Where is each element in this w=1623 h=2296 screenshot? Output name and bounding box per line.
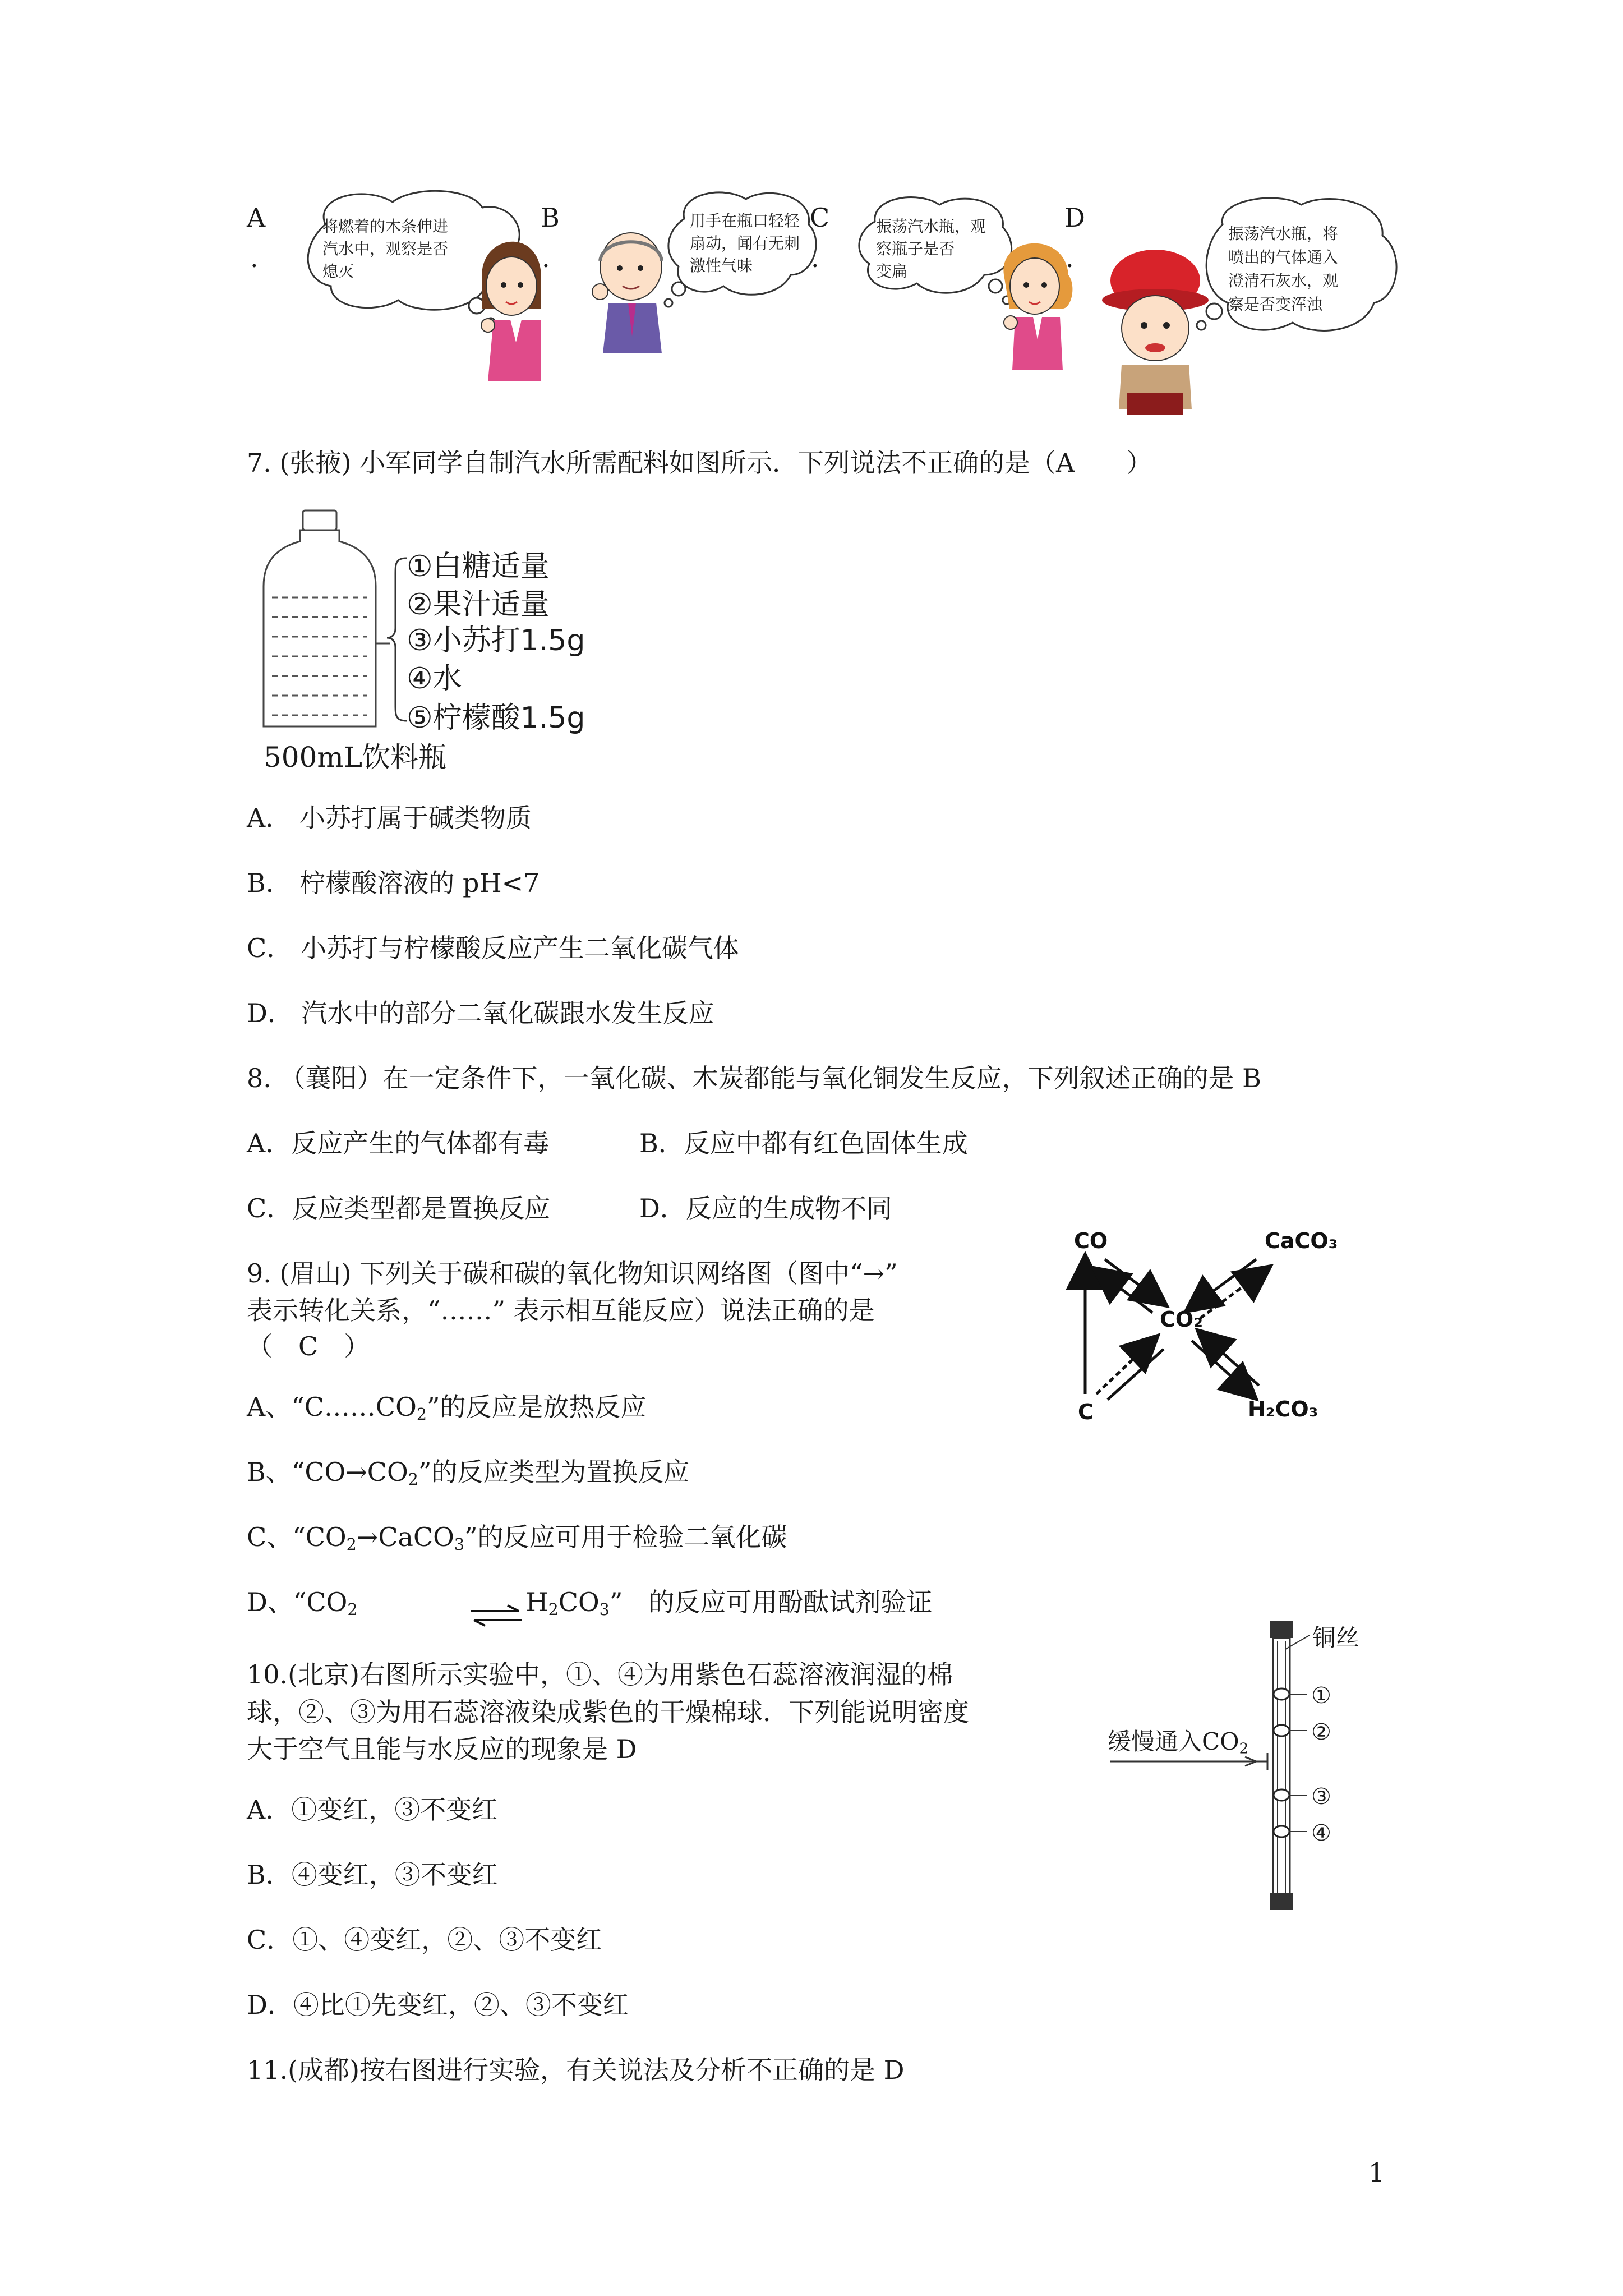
q10-option-b: B．④变红，③不变红	[247, 1860, 498, 1890]
ball-label-4: ④	[1311, 1820, 1331, 1846]
diagram-node-h2co3: H₂CO₃	[1248, 1397, 1318, 1421]
q10-stem-line3: 大于空气且能与水反应的现象是 D	[247, 1734, 637, 1764]
q9-stem-line1: 9. (眉山) 下列关于碳和碳的氧化物知识网络图（图中“→”	[247, 1258, 898, 1289]
q6-option-d-dot: .	[1066, 243, 1074, 273]
q6-d-cloud-line4: 察是否变浑浊	[1228, 295, 1323, 314]
diagram-node-caco3: CaCO₃	[1265, 1228, 1338, 1253]
diagram-node-co: CO	[1074, 1228, 1108, 1253]
diagram-node-co2: CO₂	[1160, 1307, 1203, 1332]
co2-inlet-label: 缓慢通入$CO_2$	[1108, 1728, 1249, 1757]
old-man-figure-icon	[578, 224, 673, 353]
q6-b-cloud-line1: 用手在瓶口轻轻	[690, 211, 800, 230]
ingredient-item: ③小苏打1.5g	[407, 624, 585, 657]
q8-option-a: A．反应产生的气体都有毒	[247, 1128, 550, 1158]
q10-stem-line1: 10.(北京)右图所示实验中，①、④为用紫色石蕊溶液润湿的棉	[247, 1659, 953, 1690]
q8-stem: 8. （襄阳）在一定条件下，一氧化碳、木炭都能与氧化铜发生反应，下列叙述正确的是 B	[247, 1063, 1261, 1093]
q10-stem-line2: 球，②、③为用石蕊溶液染成紫色的干燥棉球．下列能说明密度	[247, 1697, 969, 1727]
q7-option-b: B． 柠檬酸溶液的 pH<7	[247, 868, 540, 898]
ingredient-item: ⑤柠檬酸1.5g	[407, 701, 585, 735]
ball-label-1: ①	[1311, 1683, 1331, 1709]
q11-stem: 11.(成都)按右图进行实验，有关说法及分析不正确的是 D	[247, 2055, 905, 2085]
copper-wire-label: 铜丝	[1312, 1624, 1360, 1651]
q6-option-b-letter: B	[541, 203, 560, 233]
q9-option-d: D、“$CO_2$ $H_2CO_3$” 的反应可用酚酞试剂验证	[247, 1587, 933, 1619]
q8-option-c: C．反应类型都是置换反应	[247, 1193, 551, 1223]
ball-label-2: ②	[1311, 1719, 1331, 1745]
q9-option-a: A、“$C\dots\dots CO_2$”的反应是放热反应	[247, 1392, 647, 1424]
page-number: 1	[1368, 2157, 1385, 2188]
ingredient-item: ①白糖适量	[407, 550, 550, 583]
diagram-node-c: C	[1078, 1400, 1094, 1424]
q7-option-c: C． 小苏打与柠檬酸反应产生二氧化碳气体	[247, 933, 739, 963]
bottle-label: 500mL饮料瓶	[264, 741, 447, 774]
q6-option-c-letter: C	[810, 203, 830, 233]
q6-option-a-letter: A	[247, 203, 266, 233]
q10-option-d: D．④比①先变红，②、③不变红	[247, 1990, 629, 2020]
ingredient-item: ④水	[407, 662, 462, 696]
q9-stem-line2: 表示转化关系，“……” 表示相互能反应）说法正确的是	[247, 1295, 875, 1326]
q6-c-cloud-line3: 变扁	[876, 262, 908, 280]
q7-option-d: D． 汽水中的部分二氧化碳跟水发生反应	[247, 998, 714, 1028]
girl-ponytail-figure-icon	[993, 224, 1077, 370]
q8-option-b: B．反应中都有红色固体生成	[639, 1128, 968, 1158]
q6-d-cloud-line2: 喷出的气体通入	[1228, 248, 1339, 266]
q7-option-a: A． 小苏打属于碱类物质	[247, 803, 532, 833]
q9-option-b: B、“$CO\to CO_2$”的反应类型为置换反应	[247, 1457, 690, 1489]
q6-a-cloud-line3: 熄灭	[322, 262, 354, 280]
q6-d-cloud-line1: 振荡汽水瓶，将	[1228, 224, 1339, 243]
q6-b-cloud-line2: 扇动，闻有无刺	[690, 234, 800, 252]
q6-c-cloud-line1: 振荡汽水瓶，观	[876, 217, 986, 236]
glass-tube-icon	[1099, 1610, 1380, 1924]
q6-d-cloud-line3: 澄清石灰水，观	[1228, 272, 1339, 290]
equilibrium-arrow-icon	[468, 1604, 524, 1627]
q9-stem-line3: （ C ）	[247, 1331, 370, 1361]
bottle-icon	[247, 508, 393, 738]
q10-option-a: A．①变红，③不变红	[247, 1795, 498, 1825]
q6-option-b-dot: .	[542, 243, 550, 273]
q9-option-c: C、“$CO_2\to CaCO_3$”的反应可用于检验二氧化碳	[247, 1522, 787, 1554]
diagram-arrows	[1066, 1223, 1318, 1425]
q6-b-cloud-line3: 激性气味	[690, 256, 753, 275]
q6-c-cloud-line2: 察瓶子是否	[876, 240, 955, 258]
q6-option-c-dot: .	[811, 243, 819, 273]
q6-a-cloud-line1: 将燃着的木条伸进	[322, 217, 449, 236]
q8-option-d: D．反应的生成物不同	[639, 1193, 892, 1223]
q6-a-cloud-line2: 汽水中，观察是否	[322, 240, 449, 258]
q6-option-a-dot: .	[250, 243, 259, 273]
q10-option-c: C．①、④变红，②、③不变红	[247, 1925, 602, 1955]
brace-icon	[387, 555, 409, 724]
ingredient-item: ②果汁适量	[407, 588, 550, 622]
q6-option-d-letter: D	[1064, 203, 1085, 233]
q7-stem: 7. (张掖) 小军同学自制汽水所需配料如图所示．下列说法不正确的是（A ）	[247, 448, 1152, 478]
ball-label-3: ③	[1311, 1784, 1331, 1810]
girl-figure-icon	[471, 213, 544, 381]
